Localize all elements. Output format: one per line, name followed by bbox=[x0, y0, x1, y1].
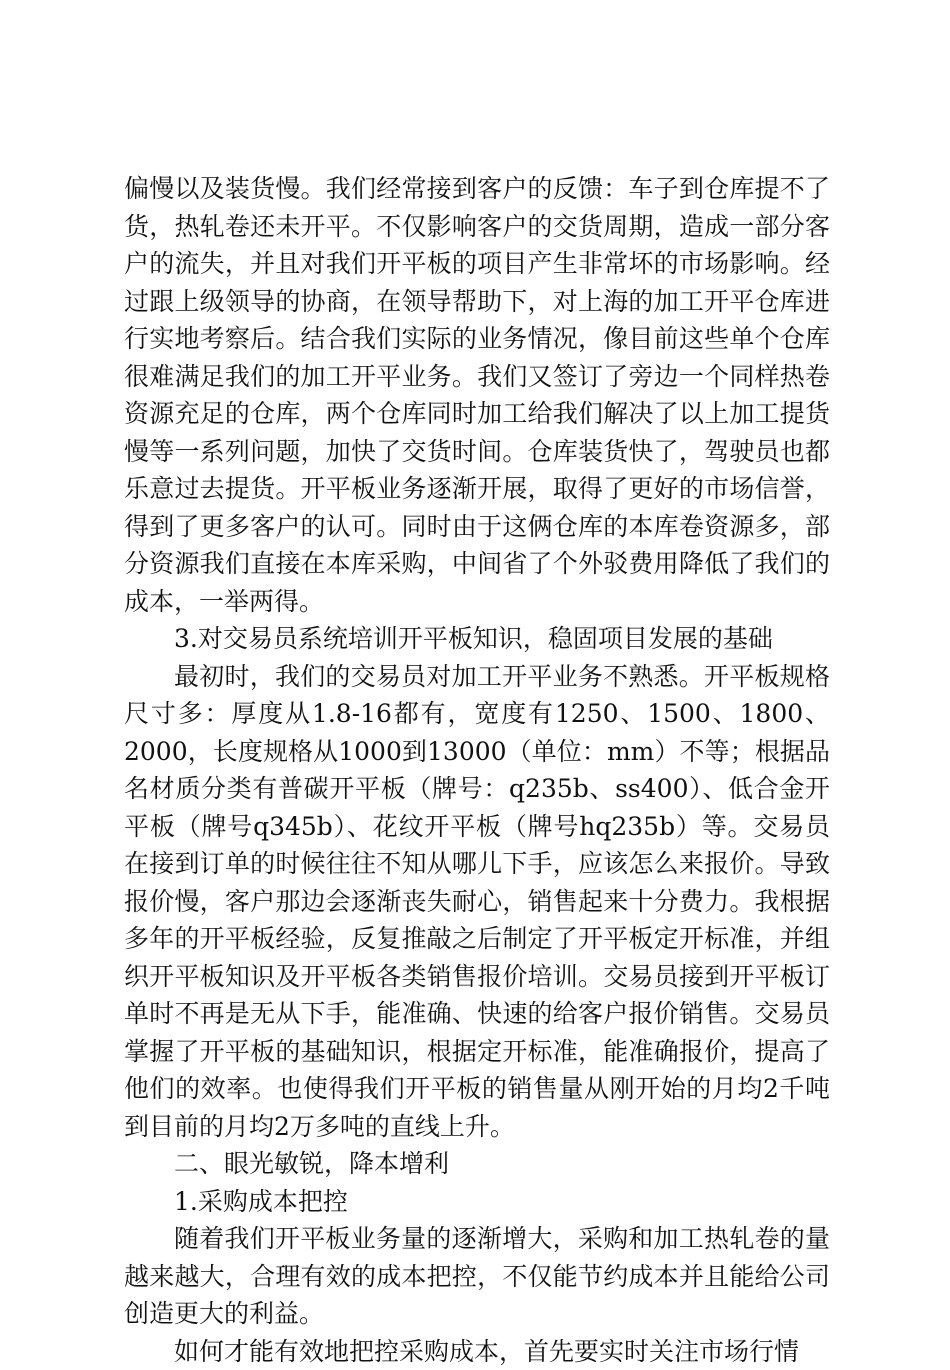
section-heading: 二、眼光敏锐，降本增利 bbox=[124, 1145, 830, 1183]
subsection-heading: 1.采购成本把控 bbox=[124, 1183, 830, 1221]
paragraph: 最初时，我们的交易员对加工开平业务不熟悉。开平板规格尺寸多：厚度从1.8-16都有，宽度有1250、1500、1800、2000，长度规格从1000到13000（单位：mm）不等；根据品名材质分类有普碳开平板（牌号：q235b、ss400）、低合金开平板（牌号q345b）、花纹开平板（牌号hq235b）等。交易员在接到订单的时候往往不知从哪儿下手，应该怎么来报价。导致报价慢，客户那边会逐渐丧失耐心，销售起来十分费力。我根据多年的开平板经验，反复推敲之后制定了开平板定开标准，并组织开平板知识及开平板各类销售报价培训。交易员接到开平板订单时不再是无从下手，能准确、快速的给客户报价销售。交易员掌握了开平板的基础知识，根据定开标准，能准确报价，提高了他们的效率。也使得我们开平板的销售量从刚开始的月均2千吨到目前的月均2万多吨的直线上升。 bbox=[124, 658, 830, 1146]
paragraph: 如何才能有效地把控采购成本，首先要实时关注市场行情 bbox=[124, 1333, 830, 1370]
paragraph: 随着我们开平板业务量的逐渐增大，采购和加工热轧卷的量越来越大，合理有效的成本把控，不仅能节约成本并且能给公司创造更大的利益。 bbox=[124, 1220, 830, 1333]
paragraph: 偏慢以及装货慢。我们经常接到客户的反馈：车子到仓库提不了货，热轧卷还未开平。不仅影响客户的交货周期，造成一部分客户的流失，并且对我们开平板的项目产生非常坏的市场影响。经过跟上级领导的协商，在领导帮助下，对上海的加工开平仓库进行实地考察后。结合我们实际的业务情况，像目前这些单个仓库很难满足我们的加工开平业务。我们又签订了旁边一个同样热卷资源充足的仓库，两个仓库同时加工给我们解决了以上加工提货慢等一系列问题，加快了交货时间。仓库装货快了，驾驶员也都乐意过去提货。开平板业务逐渐开展，取得了更好的市场信誉，得到了更多客户的认可。同时由于这俩仓库的本库卷资源多，部分资源我们直接在本库采购，中间省了个外驳费用降低了我们的成本，一举两得。 bbox=[124, 170, 830, 620]
document-body bbox=[124, 170, 830, 1370]
section-heading: 3.对交易员系统培训开平板知识，稳固项目发展的基础 bbox=[124, 620, 830, 658]
